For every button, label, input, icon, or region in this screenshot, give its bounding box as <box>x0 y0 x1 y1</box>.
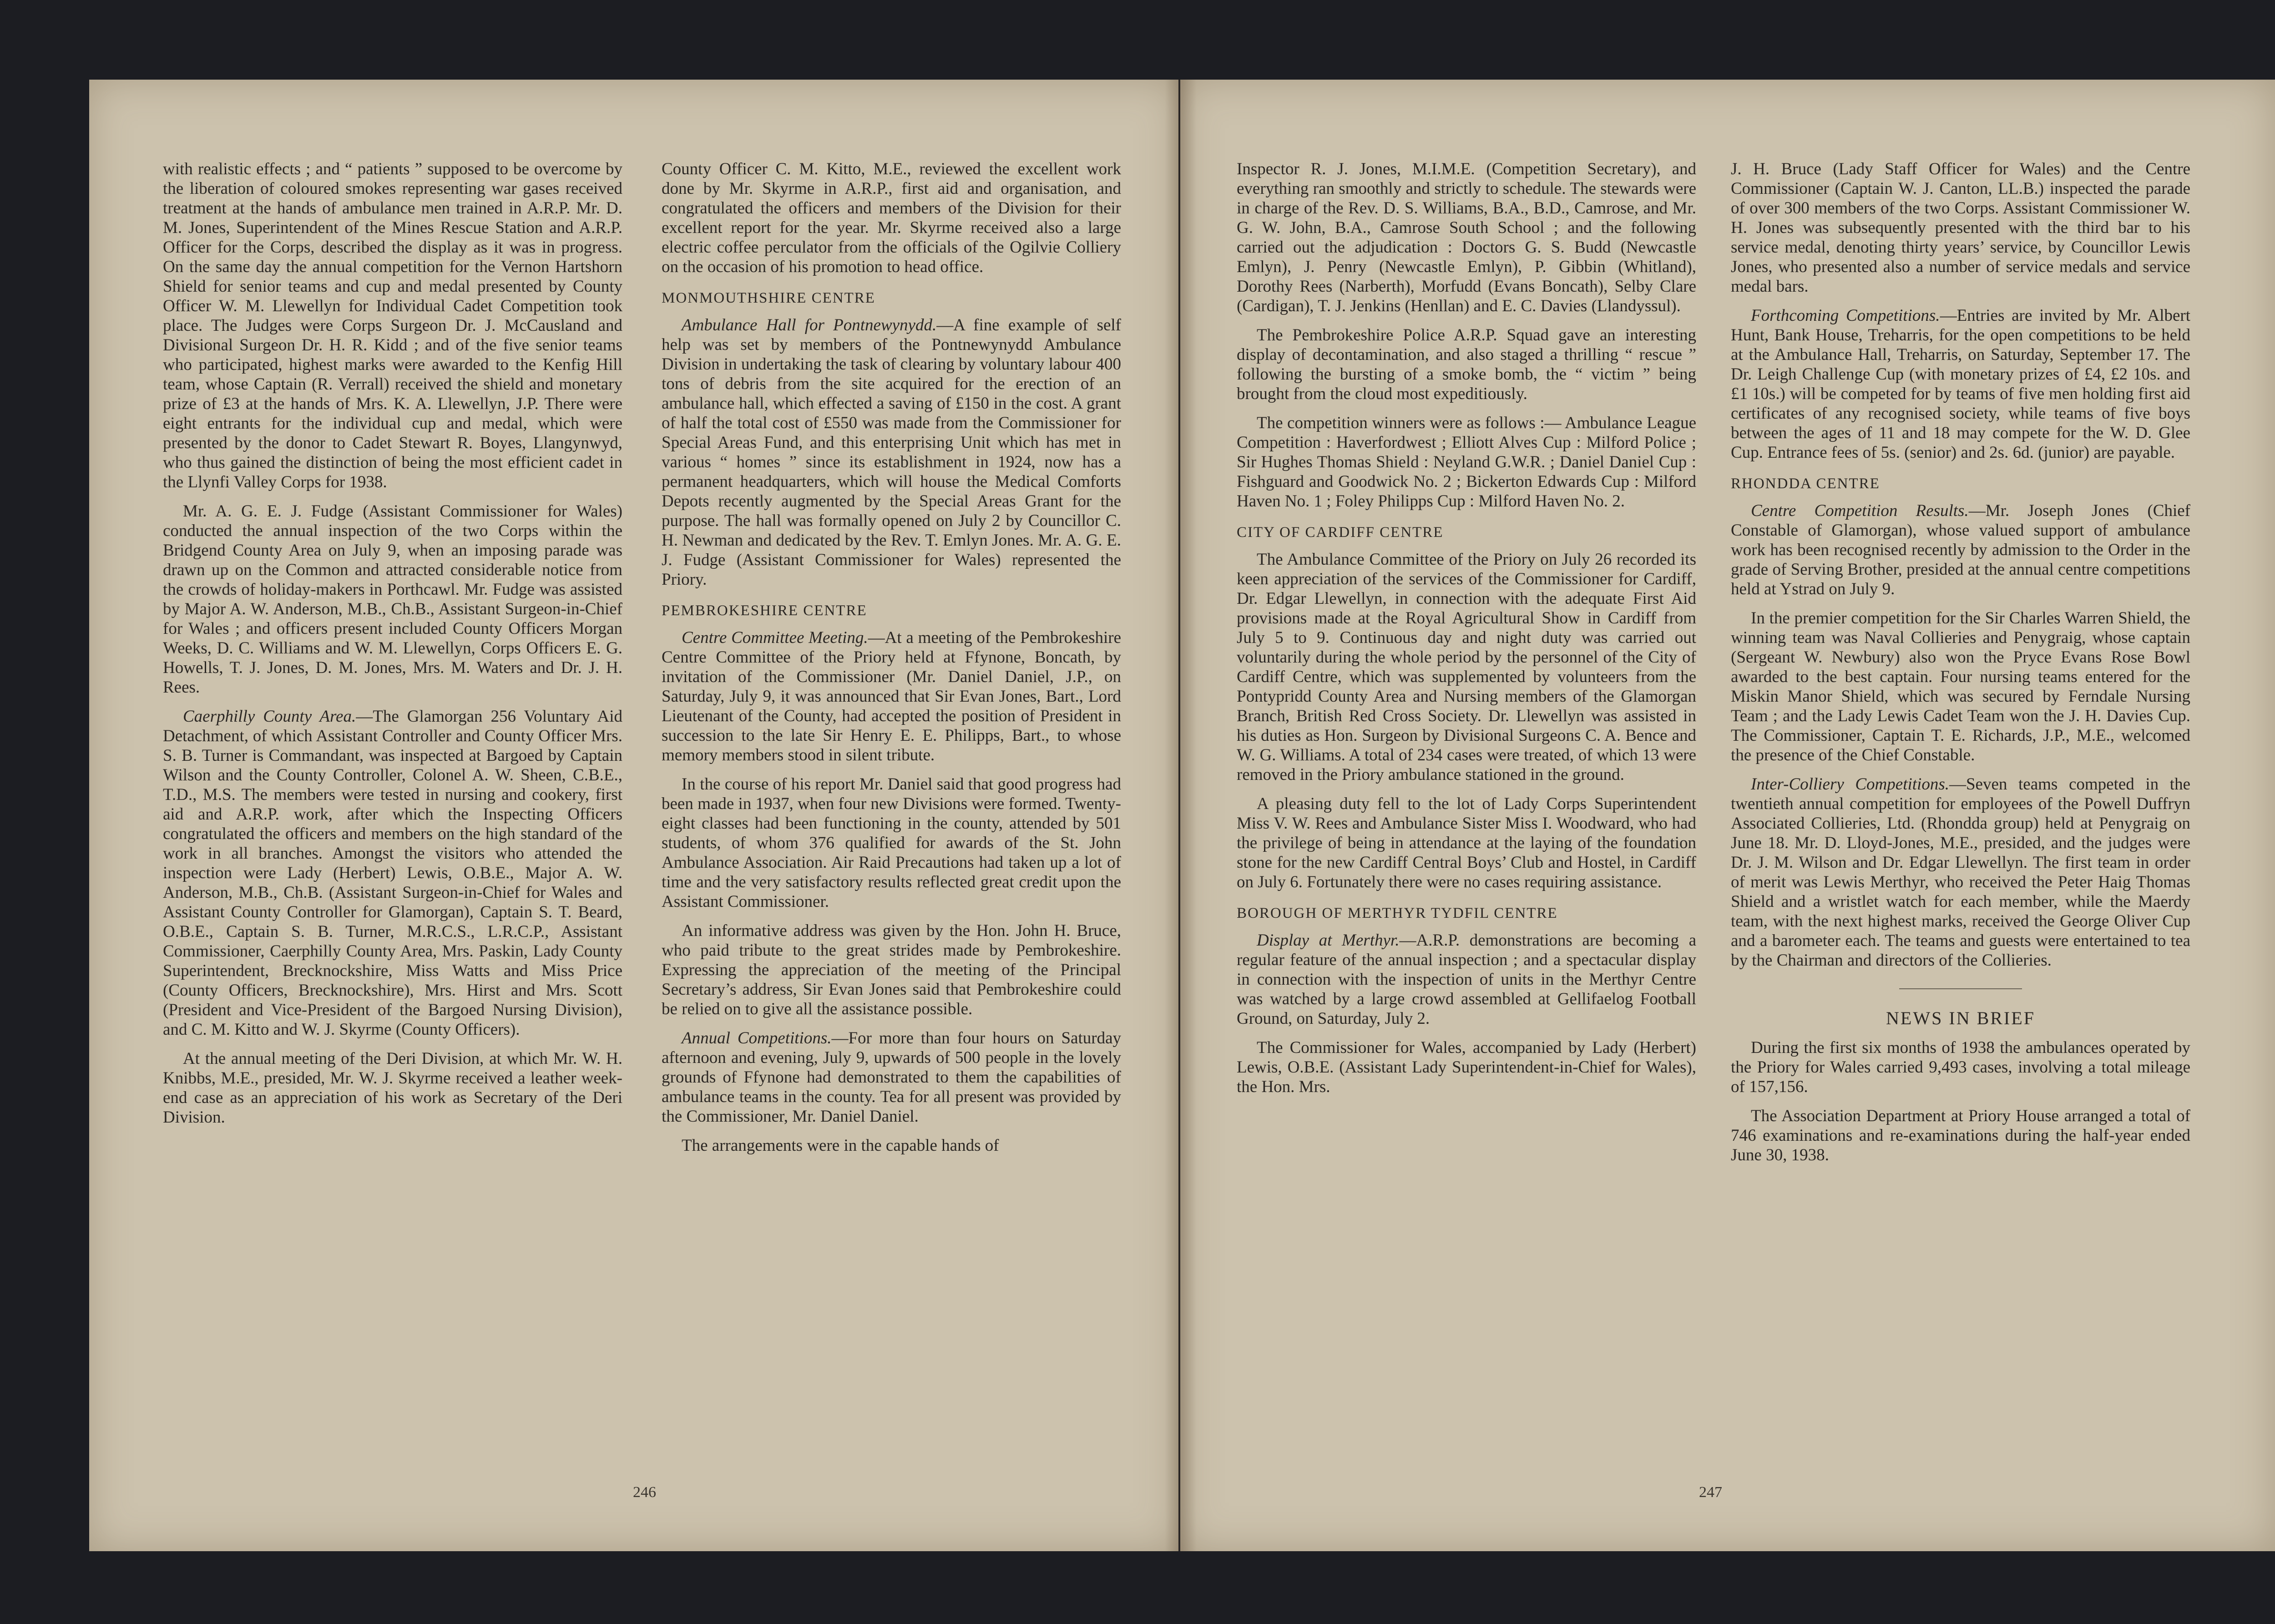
run-in-heading: Inter-Colliery Competitions. <box>1751 775 1949 794</box>
section-heading: BOROUGH OF MERTHYR TYDFIL CENTRE <box>1237 905 1558 921</box>
paragraph: At the annual meeting of the Deri Division, at which Mr. W. H. Knibbs, M.E., presided, Mr. W. J. Skyrme received a leather week-end case as an appreciation of his work as Secretary of the Deri Division. <box>163 1049 622 1127</box>
right-page <box>1180 80 2275 1551</box>
paragraph-text: —A fine example of self help was set by members of the Pontnewynydd Ambulance Division in undertaking the task of clearing by voluntary labour 400 tons of debris from the site acquired for the erection of an ambulance hall, which effected a saving of £150 in the cost. A grant of half the total cost of £550 was made from the Commissioner for Special Areas Fund, and this enterprising Unit which has met in various “ homes ” since its establishment in 1924, now has a permanent headquarters, which will house the Medical Comforts Depots recently augmented by the Special Areas Grant for the purpose. The hall was formally opened on July 2 by Councillor C. H. Newman and dedicated by the Rev. T. Emlyn Jones. Mr. A. G. E. J. Fudge (Assistant Commissioner for Wales) represented the Priory. <box>662 316 1121 589</box>
run-in-heading: Forthcoming Competitions. <box>1751 306 1940 325</box>
paragraph: In the premier competition for the Sir Charles Warren Shield, the winning team was Naval Collieries and Penygraig, whose captain (Sergeant W. Newbury) also won the Pryce Evans Rose Bowl awarded to the best captain. Four nursing teams entered for the Miskin Manor Shield, which was secured by Ferndale Nursing Team ; and the Lady Lewis Cadet Team won the J. H. Davies Cup. The Commissioner, Captain T. E. Richards, J.P., M.E., welcomed the presence of the Chief Constable. <box>1731 609 2190 764</box>
paragraph-text: —The Glamorgan 256 Voluntary Aid Detachment, of which Assistant Controller and County Officer Mrs. S. B. Turner is Commandant, was inspected at Bargoed by Captain Wilson and the County Controller, Colonel A. W. Sheen, C.B.E., T.D., M.S. The members were tested in nursing and cookery, first aid and A.R.P. work, after which the Inspecting Officers congratulated the officers and members on the high standard of the work in all branches. Amongst the visitors who attended the inspection were Lady (Herbert) Lewis, O.B.E., Major A. W. Anderson, M.B., Ch.B. (Assistant Surgeon-in-Chief for Wales and Assistant County Controller for Glamorgan), Captain S. T. Beard, O.B.E., Captain S. B. Turner, M.R.C.S., L.R.C.P., Assistant Commissioner, Caerphilly County Area, Mrs. Paskin, Lady County Superintendent, Brecknockshire, Miss Watts and Miss Price (County Officers, Brecknockshire), Mrs. Hirst and Mrs. Scott (President and Vice-President of the Bargoed Nursing Division), and C. M. Kitto and W. J. Skyrme (County Officers). <box>163 707 622 1039</box>
left-page-column-2 <box>662 159 1121 1165</box>
paragraph: In the course of his report Mr. Daniel said that good progress had been made in 1937, when four new Divisions were formed. Twenty-eight classes had been functioning in the county, attended by 501 students, of whom 376 qualified for awards of the St. John Ambulance Association. Air Raid Precautions had taken up a lot of time and the very satisfactory results reflected great credit upon the Assistant Commissioner. <box>662 775 1121 911</box>
paragraph: J. H. Bruce (Lady Staff Officer for Wales) and the Centre Commissioner (Captain W. J. Canton, LL.B.) inspected the parade of over 300 members of the two Corps. Assistant Commissioner W. H. Jones was subsequently presented with the third bar to his service medal, denoting thirty years’ service, by Councillor Lewis Jones, who presented also a number of service medals and service medal bars. <box>1731 160 2190 296</box>
page-number: 247 <box>1699 1484 1722 1501</box>
paragraph: The Association Department at Priory House arranged a total of 746 examinations and re-examinations during the half-year ended June 30, 1938. <box>1731 1107 2190 1164</box>
paragraph: An informative address was given by the Hon. John H. Bruce, who paid tribute to the great strides made by Pembrokeshire. Expressing the appreciation of the meeting of the Principal Secretary’s address, Sir Evan Jones said that Pembrokeshire could be relied on to give all the assistance possible. <box>662 921 1121 1018</box>
paragraph: The Ambulance Committee of the Priory on July 26 recorded its keen appreciation of the services of the Commissioner for Cardiff, Dr. Edgar Llewellyn, in connection with the adequate First Aid provisions made at the Royal Agricultural Show in Cardiff from July 5 to 9. Continuous day and night duty was carried out voluntarily during the whole period by the personnel of the City of Cardiff Centre, which was supplemented by volunteers from the Pontypridd County Area and Nursing members of the Glamorgan Branch, British Red Cross Society. Dr. Llewellyn was assisted in his duties as Hon. Surgeon by Divisional Surgeons C. A. Bence and W. G. Williams. A total of 234 cases were treated, of which 13 were removed in the Priory ambulance stationed in the ground. <box>1237 550 1696 784</box>
paragraph: County Officer C. M. Kitto, M.E., reviewed the excellent work done by Mr. Skyrme in A.R.P., first aid and organisation, and congratulated the officers and members of the Division for their excellent report for the year. Mr. Skyrme received also a large electric coffee perculator from the officials of the Ogilvie Colliery on the occasion of his promotion to head office. <box>662 160 1121 276</box>
paragraph <box>662 315 1121 589</box>
section-divider <box>1899 988 2022 989</box>
section-heading: PEMBROKESHIRE CENTRE <box>662 602 867 619</box>
run-in-heading: Caerphilly County Area. <box>183 707 356 726</box>
run-in-heading: Annual Competitions. <box>682 1029 832 1047</box>
paragraph: During the first six months of 1938 the ambulances operated by the Priory for Wales carried 9,493 cases, involving a total mileage of 157,156. <box>1731 1038 2190 1096</box>
left-page <box>89 80 1178 1551</box>
news-in-brief-heading: NEWS IN BRIEF <box>1886 1008 2035 1028</box>
run-in-heading: Ambulance Hall for Pontnewynydd. <box>682 316 937 334</box>
paragraph <box>662 628 1121 765</box>
paragraph <box>1731 306 2190 462</box>
paragraph <box>1731 501 2190 599</box>
paragraph-text: —Entries are invited by Mr. Albert Hunt, Bank House, Treharris, for the open competitions to be held at the Ambulance Hall, Treharris, on Saturday, September 17. The Dr. Leigh Challenge Cup (with monetary prizes of £4, £2 10s. and £1 10s.) will be competed for by teams of five men holding first aid certificates of any recognised society, while teams of five boys between the ages of 11 and 18 may compete for the W. D. Glee Cup. Entrance fees of 5s. (senior) and 2s. 6d. (junior) are payable. <box>1731 306 2190 462</box>
section-heading: MONMOUTHSHIRE CENTRE <box>662 290 875 306</box>
paragraph: Mr. A. G. E. J. Fudge (Assistant Commissioner for Wales) conducted the annual inspection of the two Corps within the Bridgend County Area on July 9, when an imposing parade was drawn up on the Common and attracted considerable notice from the crowds of holiday-makers in Porthcawl. Mr. Fudge was assisted by Major A. W. Anderson, M.B., Ch.B., Assistant Surgeon-in-Chief for Wales ; and officers present included County Officers Morgan Weeks, D. C. Williams and W. M. Llewellyn, Corps Officers E. G. Howells, T. J. Jones, D. M. Jones, Mrs. M. Waters and Dr. J. H. Rees. <box>163 502 622 697</box>
page-number: 246 <box>633 1484 656 1501</box>
run-in-heading: Display at Merthyr. <box>1257 931 1400 950</box>
paragraph-text: —A.R.P. demonstrations are becoming a regular feature of the annual inspection ; and a spectacular display in connection with the inspection of units in the Merthyr Centre was watched by a large crowd assembled at Gellifaelog Football Ground, on Saturday, July 2. <box>1237 931 1696 1028</box>
paragraph-text: —At a meeting of the Pembrokeshire Centre Committee of the Priory held at Ffynone, Boncath, by invitation of the Commissioner (Mr. Daniel Daniel, J.P., on Saturday, July 9, it was announced that Sir Evan Jones, Bart., Lord Lieutenant of the County, had accepted the position of President in succession to the late Sir Henry E. E. Philipps, Bart., to whose memory members stood in silent tribute. <box>662 628 1122 764</box>
right-page-column-2 <box>1731 159 2190 1174</box>
paragraph: with realistic effects ; and “ patients ” supposed to be overcome by the liberation of coloured smokes representing war gases received treatment at the hands of ambulance men trained in A.R.P. Mr. D. M. Jones, Superintendent of the Mines Rescue Station and A.R.P. Officer for the Corps, described the display as it was in progress. On the same day the annual competition for the Vernon Hartshorn Shield for senior teams and cup and medal presented by County Officer W. M. Llewellyn for Individual Cadet Competition took place. The Judges were Corps Surgeon Dr. J. McCausland and Divisional Surgeon Dr. H. R. Kidd ; and of the five senior teams who participated, highest marks were awarded to the Kenfig Hill team, whose Captain (R. Verrall) received the shield and monetary prize of £3 at the hands of Mrs. K. A. Llewellyn, J.P. There were eight entrants for the individual cup and medal, which were presented by the donor to Cadet Stewart R. Boyes, Llangynwyd, who thus gained the distinction of being the most efficient cadet in the Llynfi Valley Corps for 1938. <box>163 160 622 491</box>
section-heading: RHONDDA CENTRE <box>1731 476 1880 492</box>
section-heading: CITY OF CARDIFF CENTRE <box>1237 524 1444 541</box>
right-page-column-1 <box>1237 159 1696 1106</box>
paragraph <box>662 1028 1121 1126</box>
paragraph-text: —Seven teams competed in the twentieth annual competition for employees of the Powell Duffryn Associated Collieries, Ltd. (Rhondda group) held at Penygraig on June 18. Mr. D. Lloyd-Jones, M.E., presided, and the judges were Dr. J. M. Wilson and Dr. Edgar Llewellyn. The first team in order of merit was Lewis Merthyr, who received the Peter Haig Thomas Shield and a wristlet watch for each member, while the Maerdy team, with the next highest marks, received the George Oliver Cup and a barometer each. The teams and guests were entertained to tea by the Chairman and directors of the Collieries. <box>1731 775 2190 970</box>
paragraph-text: —Mr. Joseph Jones (Chief Constable of Glamorgan), whose valued support of ambulance work has been recognised recently by admission to the Order in the grade of Serving Brother, presided at the annual centre competitions held at Ystrad on July 9. <box>1731 501 2190 598</box>
paragraph: The arrangements were in the capable hands of <box>682 1136 999 1155</box>
paragraph: The Commissioner for Wales, accompanied by Lady (Herbert) Lewis, O.B.E. (Assistant Lady Superintendent-in-Chief for Wales), the Hon. Mrs. <box>1237 1038 1696 1096</box>
left-page-column-1 <box>163 159 622 1137</box>
paragraph-text: —For more than four hours on Saturday afternoon and evening, July 9, upwards of 500 people in the lovely grounds of Ffynone had demonstrated to them the capabilities of ambulance teams in the county. Tea for all present was provided by the Commissioner, Mr. Daniel Daniel. <box>662 1029 1121 1126</box>
paragraph: Inspector R. J. Jones, M.I.M.E. (Competition Secretary), and everything ran smoothly and strictly to schedule. The stewards were in charge of the Rev. D. S. Williams, B.A., B.D., Camrose, and Mr. G. W. John, B.A., Camrose South School ; and the following carried out the adjudication : Doctors G. S. Budd (Newcastle Emlyn), J. Penry (Newcastle Emlyn), P. Gibbin (Whitland), Dorothy Rees (Narberth), Morfudd (Evans Boncath), Selby Clare (Cardigan), T. J. Jenkins (Henllan) and E. C. Davies (Llandyssul). <box>1237 160 1696 315</box>
paragraph: The Pembrokeshire Police A.R.P. Squad gave an interesting display of decontamination, and also staged a thrilling “ rescue ” following the bursting of a smoke bomb, the “ victim ” being brought from the cloud most expeditiously. <box>1237 326 1696 403</box>
paragraph <box>1731 774 2190 970</box>
paragraph <box>1237 931 1696 1028</box>
run-in-heading: Centre Committee Meeting. <box>682 628 868 647</box>
paragraph: The competition winners were as follows :— Ambulance League Competition : Haverfordwest ; Elliott Alves Cup : Milford Police ; Sir Hughes Thomas Shield : Neyland G.W.R. ; Daniel Daniel Cup : Fishguard and Goodwick No. 2 ; Bickerton Edwards Cup : Milford Haven No. 1 ; Foley Philipps Cup : Milford Haven No. 2. <box>1237 414 1696 511</box>
paragraph: A pleasing duty fell to the lot of Lady Corps Superintendent Miss V. W. Rees and Ambulance Sister Miss I. Woodward, who had the privilege of being in attendance at the laying of the foundation stone for the new Cardiff Central Boys’ Club and Hostel, in Cardiff on July 6. Fortunately there were no cases requiring assistance. <box>1237 794 1696 891</box>
paragraph <box>163 707 622 1039</box>
run-in-heading: Centre Competition Results. <box>1751 501 1969 520</box>
